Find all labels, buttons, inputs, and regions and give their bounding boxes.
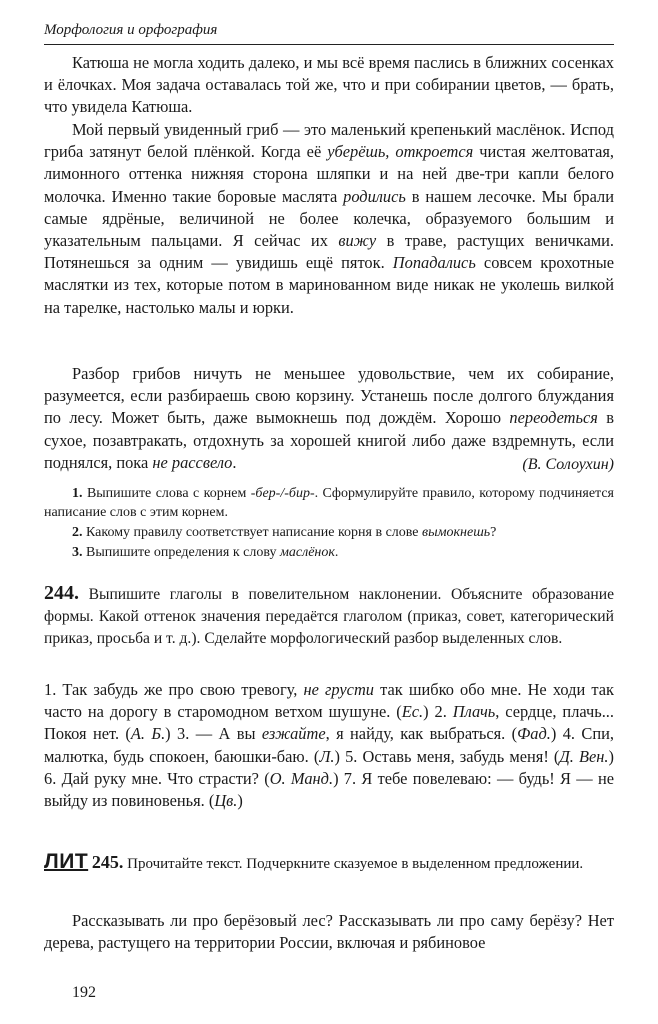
p3-italic: не рассвело bbox=[152, 452, 233, 472]
ex244-seg: , сердце, плачь... Покоя нет. ( bbox=[44, 702, 615, 744]
author-attribution: (В. Солоухин) bbox=[522, 456, 614, 473]
running-header bbox=[44, 20, 614, 45]
ex244-italic: Ес. bbox=[401, 702, 424, 722]
question-text: . bbox=[334, 545, 339, 560]
question-italic: -бер-/-бир- bbox=[250, 486, 315, 501]
p2-seg: чистая желтоватая, лимонного оттенка нижняя сторона шляпки и на ней две-три капли белого молочка. Именно такие боровые маслята bbox=[44, 142, 615, 206]
paragraph-2 bbox=[44, 119, 614, 319]
p2-italic: Попадались bbox=[392, 253, 476, 273]
ex244-seg: 1. Так забудь же про свою тревогу, bbox=[44, 680, 304, 699]
ex244-seg: , я найду, как выбраться. ( bbox=[325, 724, 518, 744]
exercise-245-task-text: Прочитайте текст. Подчеркните сказуемое в выделенном предложении. bbox=[123, 856, 584, 872]
paragraph-1-text: Катюша не могла ходить далеко, и мы всё время паслись в ближних сосенках и ёлочках. Моя задача оставалась той же, что и при собирании цветов, — брать, что увидела Катюша. bbox=[44, 53, 614, 117]
question-number: 3. bbox=[72, 545, 83, 560]
p3-italic: переодеться bbox=[509, 408, 598, 428]
question-1 bbox=[44, 484, 614, 522]
p3-seg: . bbox=[232, 452, 237, 472]
question-text: Выпишите слова с корнем bbox=[82, 486, 251, 501]
ex244-italic: Д. Вен. bbox=[559, 746, 609, 766]
ex244-italic: Фад. bbox=[517, 724, 551, 744]
p2-seg: Мой первый увиденный гриб — это маленький крепенький маслёнок. Испод гриба затянут белой плёнкой. Когда её bbox=[44, 120, 614, 162]
ex244-seg: так шибко обо мне. Не ходи так часто на дорогу в старомодном ветхом шушуне. ( bbox=[44, 680, 614, 722]
exercise-244-task bbox=[44, 582, 614, 651]
ex244-seg: ) 7. Я тебе повелеваю: — будь! Я — не выйду из повиновенья. ( bbox=[44, 768, 614, 811]
paragraph-1 bbox=[44, 52, 614, 119]
question-3 bbox=[44, 543, 614, 562]
p2-seg: в траве, растущих веничками. Потянешься за одним — увидишь ещё пяток. bbox=[44, 231, 614, 273]
literature-badge: ЛИТ bbox=[44, 850, 89, 873]
p2-italic: уберёшь, откроется bbox=[327, 142, 474, 162]
p2-italic: вижу bbox=[338, 231, 377, 251]
ex244-seg: ) 2. bbox=[423, 702, 453, 722]
question-italic: вымокнешь bbox=[422, 525, 491, 540]
question-number: 1. bbox=[72, 486, 83, 501]
ex244-seg: ) 5. Оставь меня, забудь меня! ( bbox=[334, 746, 560, 766]
exercise-244-number: 244. bbox=[44, 582, 79, 604]
section-title: Морфология и орфография bbox=[44, 22, 218, 38]
question-text: Выпишите определения к слову bbox=[82, 545, 280, 560]
ex244-italic: А. Б. bbox=[130, 724, 166, 744]
p3-seg: в сухое, позавтракать, отдохнуть за хорошей книгой либо даже вздремнуть, если поднялся, пока bbox=[44, 408, 614, 472]
exercise-245-body bbox=[44, 910, 614, 954]
ex244-seg: ) bbox=[237, 791, 243, 811]
ex244-seg: ) 4. Спи, малютка, будь спокоен, баюшки-баю. ( bbox=[44, 724, 614, 766]
exercise-245-task bbox=[44, 852, 614, 874]
exercise-244-task-text: Выпишите глаголы в повелительном наклонении. Объясните образование формы. Какой оттенок значения передаётся глаголом (приказ, совет, категорический приказ, просьба и т. д.). Сделайте морфологический разбор выделенных слов. bbox=[44, 586, 614, 648]
question-text: . Сформулируйте правило, которому подчиняется написание слов с этим корнем. bbox=[44, 486, 615, 520]
p3-seg: Разбор грибов ничуть не меньшее удовольствие, чем их собирание, разумеется, если разбираешь свою корзину. Устанешь после долгого блуждания по лесу. Может быть, даже вымокнешь под дождём. Хорошо bbox=[44, 364, 614, 428]
ex244-italic: Л. bbox=[319, 746, 335, 766]
ex244-seg: ) 6. Дай руку мне. Что страсти? ( bbox=[44, 746, 614, 788]
question-2 bbox=[44, 523, 614, 542]
question-text: Какому правилу соответствует написание корня в слове bbox=[82, 525, 423, 540]
ex244-italic: О. Манд. bbox=[269, 768, 334, 788]
ex244-italic: не грусти bbox=[303, 680, 374, 699]
page-number: 192 bbox=[72, 984, 96, 1001]
exercise-245-number: 245. bbox=[91, 852, 124, 872]
question-number: 2. bbox=[72, 525, 83, 540]
p2-seg: в нашем лесочке. Мы брали самые ядрёные, величиной не более колечка, образуемого большим и указательным пальцами. Я сейчас их bbox=[44, 186, 614, 251]
exercise-244-body bbox=[44, 679, 614, 812]
question-text: ? bbox=[490, 525, 497, 540]
ex244-italic: Плачь bbox=[452, 702, 496, 722]
exercise-245-text: Рассказывать ли про берёзовый лес? Рассказывать ли про саму берёзу? Нет дерева, растущего на территории России, включая и рябиновое bbox=[44, 911, 614, 953]
ex244-seg: ) 3. — А вы bbox=[165, 724, 262, 744]
ex244-italic: Цв. bbox=[214, 791, 238, 811]
ex244-italic: езжайте bbox=[261, 724, 326, 744]
p2-italic: родились bbox=[343, 186, 406, 206]
p2-seg: совсем крохотные маслятки из тех, которые потом в маринованном виде никак не уколешь вилкой на тарелке, настолько малы и юрки. bbox=[44, 253, 614, 317]
question-italic: маслёнок bbox=[279, 545, 335, 560]
